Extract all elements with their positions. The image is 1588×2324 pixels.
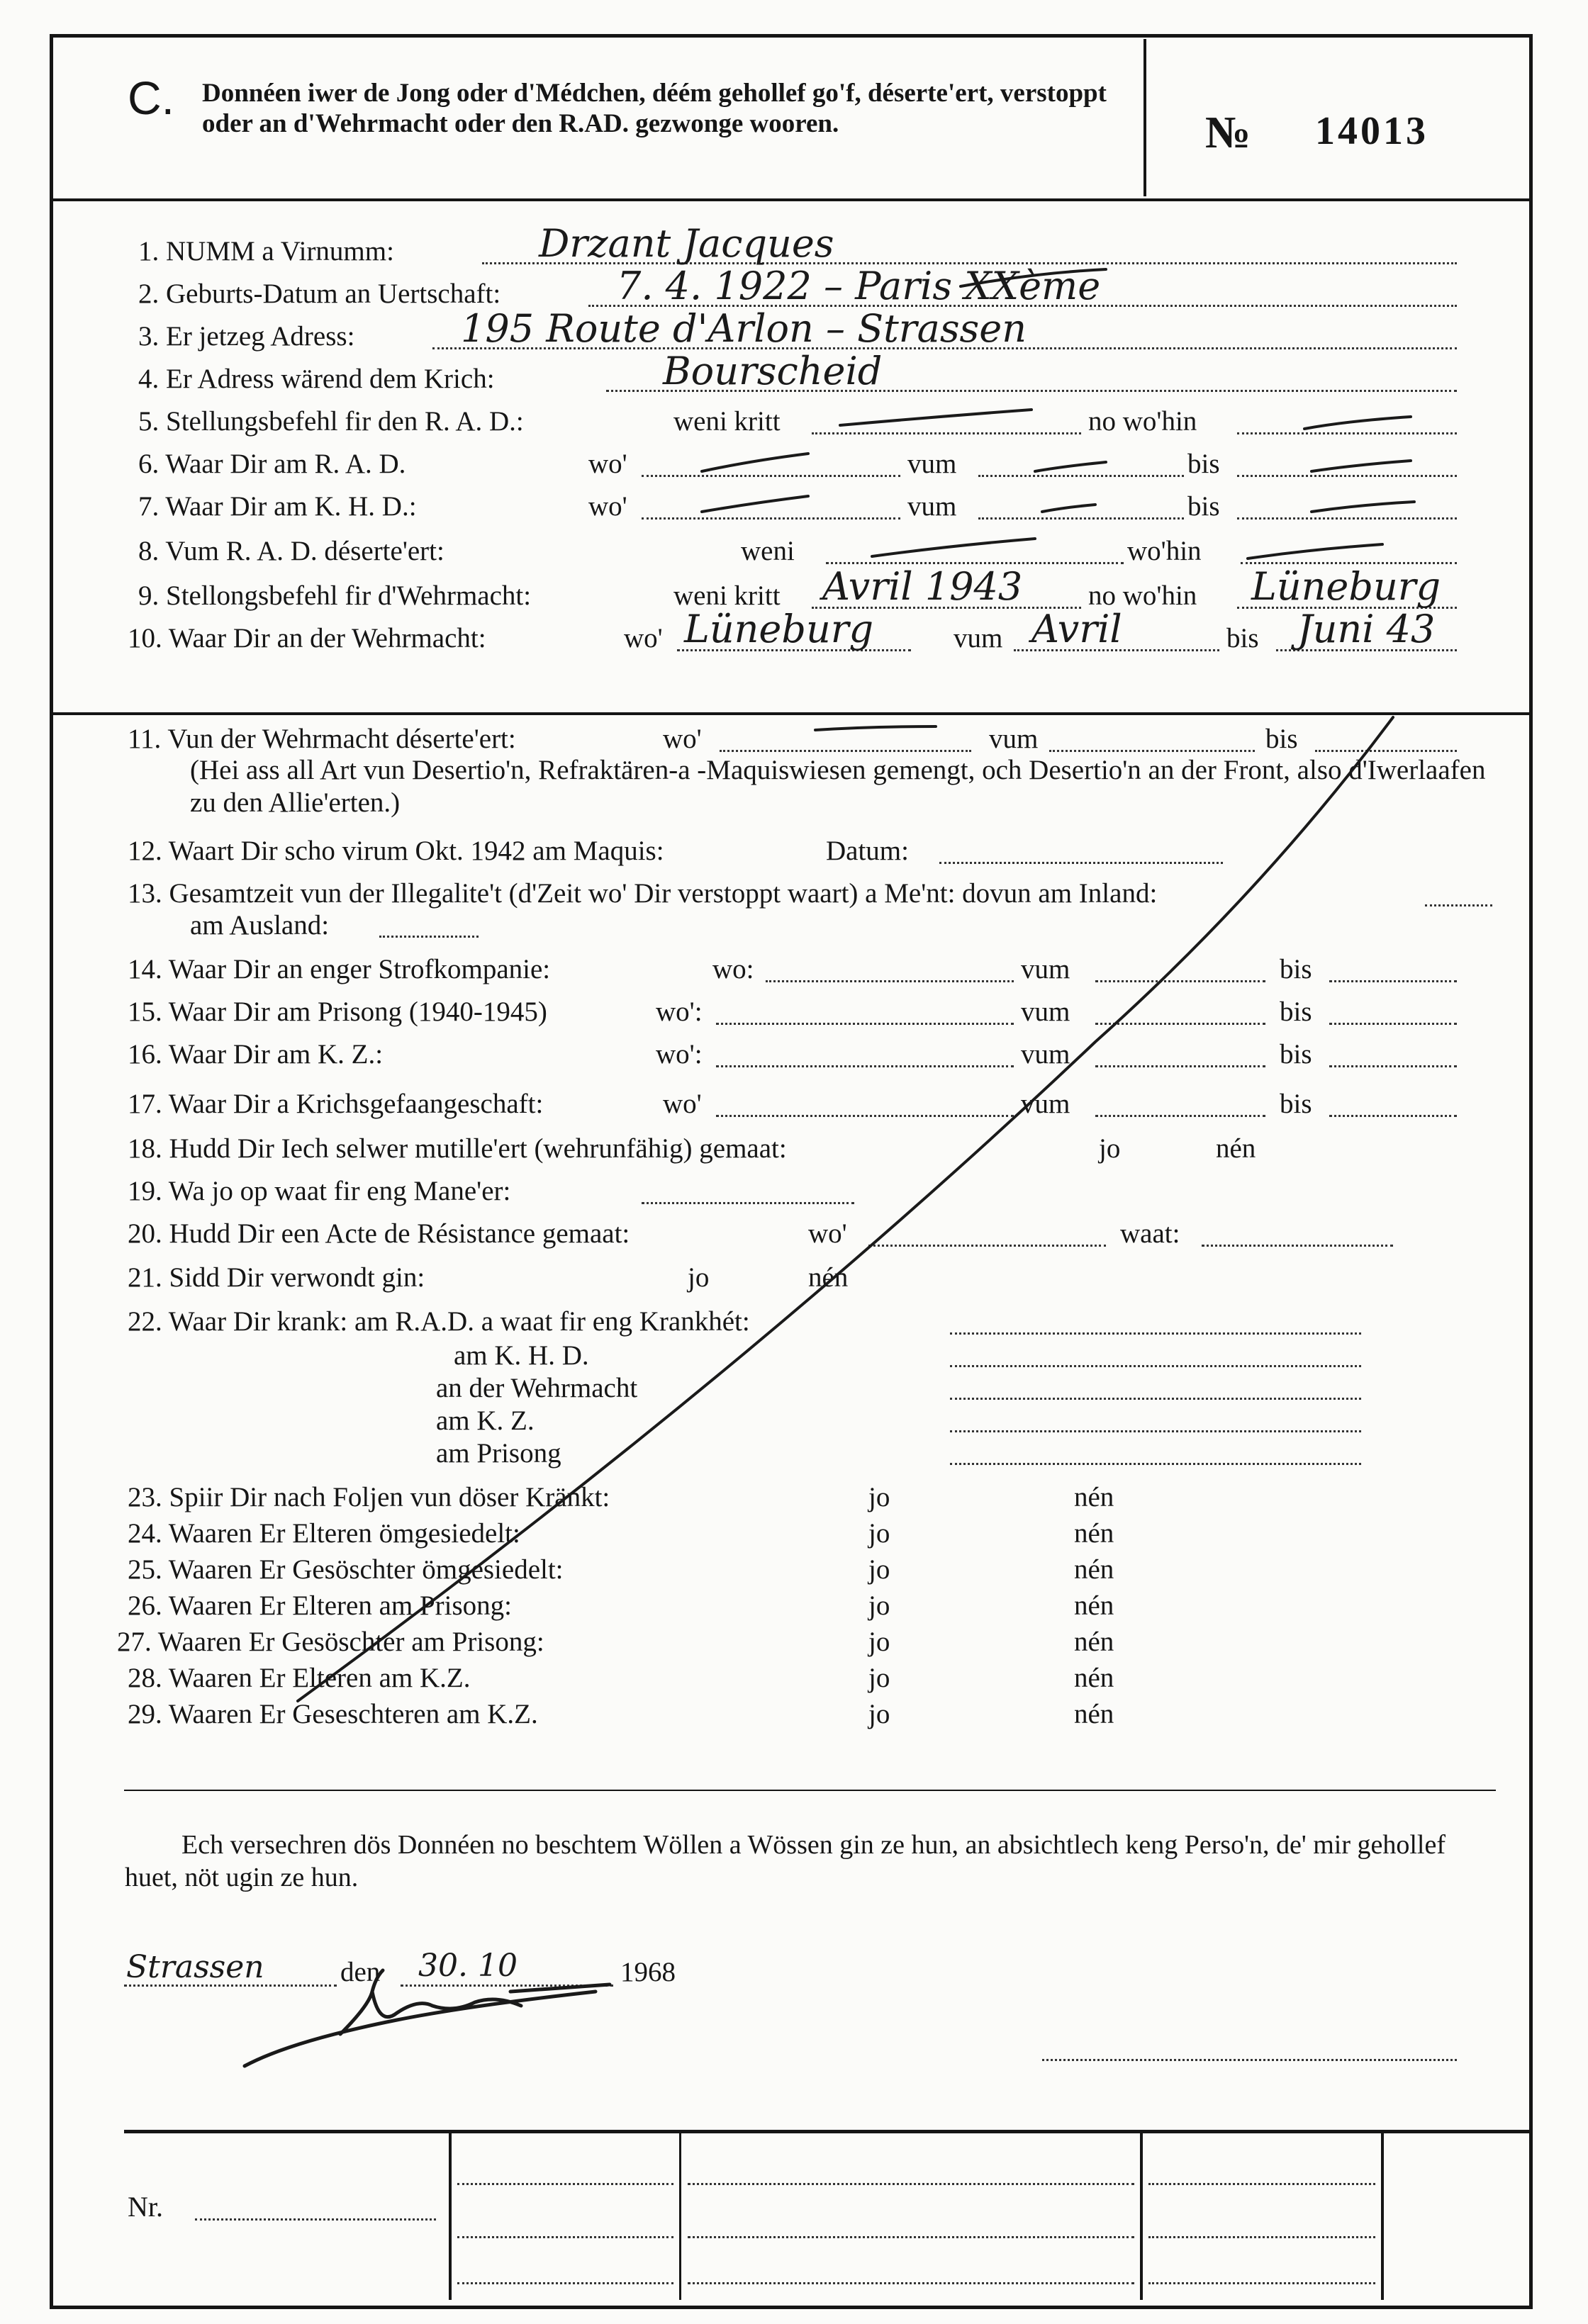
q13-label-ausland: am Ausland:: [190, 910, 330, 941]
year-label: 1968: [620, 1957, 676, 1987]
q20-label-wo: wo': [808, 1218, 847, 1249]
q6-label-wo: wo': [588, 449, 627, 479]
q28-option-jo[interactable]: jo: [868, 1663, 890, 1693]
place-line[interactable]: [124, 1985, 337, 1987]
footer-field-c3[interactable]: [1148, 2282, 1375, 2284]
q6-label-vum: vum: [907, 449, 957, 479]
header-rule: [53, 198, 1529, 201]
q12-label-datum: Datum:: [826, 836, 909, 866]
q7-field-3[interactable]: [1237, 517, 1457, 520]
q14-label-vum: vum: [1021, 954, 1070, 984]
handwritten-birth: 7. 4. 1922 – Paris XXème: [617, 264, 1101, 308]
q11-field-1[interactable]: [720, 750, 971, 752]
question-4: 4. Er Adress wärend dem Krich:: [138, 364, 495, 394]
question-25: 25. Waaren Er Gesöschter ömgesiedelt:: [128, 1554, 564, 1585]
q7-label-vum: vum: [907, 491, 957, 522]
footer-field-b2[interactable]: [688, 2236, 1134, 2238]
q22-field-wehrmacht[interactable]: [950, 1398, 1361, 1400]
date-line[interactable]: [401, 1985, 613, 1987]
q5-field-2[interactable]: [1237, 432, 1457, 434]
number-label: №: [1205, 107, 1251, 157]
q15-label-vum: vum: [1021, 997, 1070, 1027]
q16-field-1[interactable]: [716, 1065, 1014, 1067]
signature-date: 30. 10: [418, 1948, 518, 1984]
q22-sub-prisong: am Prisong: [436, 1438, 561, 1469]
question-14: 14. Waar Dir an enger Strofkompanie:: [128, 954, 551, 984]
question-24: 24. Waaren Er Elteren ömgesiedelt:: [128, 1518, 520, 1549]
q5-label-weni-kritt: weni kritt: [673, 406, 781, 437]
q6-field-2[interactable]: [978, 475, 1184, 477]
q10-label-vum: vum: [954, 623, 1003, 653]
question-15: 15. Waar Dir am Prisong (1940-1945): [128, 997, 547, 1027]
question-6: 6. Waar Dir am R. A. D.: [138, 449, 406, 479]
q14-field-1[interactable]: [766, 980, 1014, 982]
q25-option-nen[interactable]: nén: [1074, 1554, 1114, 1585]
q29-option-jo[interactable]: jo: [868, 1699, 890, 1729]
signature-place: Strassen: [126, 1949, 264, 1985]
footer-rule: [124, 2130, 1531, 2133]
q16-label-bis: bis: [1280, 1039, 1312, 1070]
question-23: 23. Spiir Dir nach Foljen vun döser Kränkt:: [128, 1482, 610, 1512]
q27-option-jo[interactable]: jo: [868, 1627, 890, 1657]
question-20: 20. Hudd Dir een Acte de Résistance gemaat:: [128, 1218, 630, 1249]
q21-option-jo[interactable]: jo: [688, 1262, 710, 1293]
q6-field-3[interactable]: [1237, 475, 1457, 477]
footer-field-a1[interactable]: [457, 2183, 673, 2185]
q16-label-wo: wo':: [656, 1039, 703, 1070]
den-label: den: [340, 1957, 381, 1987]
q16-field-2[interactable]: [1095, 1065, 1265, 1067]
q15-field-1[interactable]: [716, 1023, 1014, 1025]
q15-label-wo: wo':: [656, 997, 703, 1027]
question-27: 27. Waaren Er Gesöschter am Prisong:: [117, 1627, 544, 1657]
footer-field-b1[interactable]: [688, 2183, 1134, 2185]
section-rule-1: [53, 712, 1529, 715]
question-22: 22. Waar Dir krank: am R.A.D. a waat fir eng Krankhét:: [128, 1306, 750, 1337]
q6-field-1[interactable]: [642, 475, 900, 477]
q14-label-bis: bis: [1280, 954, 1312, 984]
q22-field-kz[interactable]: [950, 1430, 1361, 1432]
question-7: 7. Waar Dir am K. H. D.:: [138, 491, 417, 522]
q9-handwritten-place: Lüneburg: [1251, 564, 1441, 609]
form-number: 14013: [1315, 109, 1428, 153]
nr-field[interactable]: [195, 2218, 436, 2221]
footer-field-a3[interactable]: [457, 2282, 673, 2284]
q24-option-jo[interactable]: jo: [868, 1518, 890, 1549]
q26-option-jo[interactable]: jo: [868, 1590, 890, 1621]
question-28: 28. Waaren Er Elteren am K.Z.: [128, 1663, 471, 1693]
q7-field-2[interactable]: [978, 517, 1184, 520]
footer-field-b3[interactable]: [688, 2282, 1134, 2284]
q17-label-wo: wo': [663, 1089, 702, 1119]
q16-field-3[interactable]: [1329, 1065, 1457, 1067]
q12-field[interactable]: [939, 862, 1223, 864]
question-5: 5. Stellungsbefehl fir den R. A. D.:: [138, 406, 524, 437]
q15-label-bis: bis: [1280, 997, 1312, 1027]
q15-field-2[interactable]: [1095, 1023, 1265, 1025]
q22-field-prisong[interactable]: [950, 1463, 1361, 1465]
q11-field-3[interactable]: [1315, 750, 1457, 752]
q14-label-wo: wo:: [712, 954, 754, 984]
q10-label-bis: bis: [1226, 623, 1259, 653]
q6-label-bis: bis: [1187, 449, 1220, 479]
q9-handwritten-date: Avril 1943: [822, 564, 1023, 609]
signature-line-2[interactable]: [1042, 2059, 1457, 2061]
question-29: 29. Waaren Er Geseschteren am K.Z.: [128, 1699, 538, 1729]
footer-col-2: [679, 2130, 681, 2300]
q11-note: (Hei ass all Art vun Desertio'n, Refraktären-a -Maquiswiesen gemengt, och Desertio'n an der Front, also d'Iwerlaafen zu den Allie'erten.): [190, 755, 1486, 818]
question-3: 3. Er jetzeg Adress:: [138, 321, 355, 352]
q9-label-no-wohin: no wo'hin: [1088, 580, 1197, 611]
q28-option-nen[interactable]: nén: [1074, 1663, 1114, 1693]
q11-field-2[interactable]: [1049, 750, 1255, 752]
q11-label-wo: wo': [663, 724, 702, 754]
q20-field-2[interactable]: [1202, 1245, 1393, 1247]
form-heading: Donnéen iwer de Jong oder d'Médchen, déém gehollef go'f, déserte'ert, verstoppt oder an d'Wehrmacht oder den R.AD. gezwonge wooren.: [202, 79, 1107, 138]
q14-field-2[interactable]: [1095, 980, 1265, 982]
q22-sub-wehrmacht: an der Wehrmacht: [436, 1373, 638, 1403]
question-21: 21. Sidd Dir verwondt gin:: [128, 1262, 425, 1293]
q8-label-wohin: wo'hin: [1127, 536, 1202, 566]
question-16: 16. Waar Dir am K. Z.:: [128, 1039, 384, 1070]
footer-col-1: [449, 2130, 452, 2300]
q22-field-rad[interactable]: [950, 1332, 1361, 1335]
footer-col-3: [1140, 2130, 1143, 2300]
q7-field-1[interactable]: [642, 517, 900, 520]
header-divider: [1144, 39, 1146, 196]
question-17: 17. Waar Dir a Krichsgefaangeschaft:: [128, 1089, 544, 1119]
handwritten-address: 195 Route d'Arlon – Strassen: [461, 306, 1027, 351]
question-26: 26. Waaren Er Elteren am Prisong:: [128, 1590, 512, 1621]
q25-option-jo[interactable]: jo: [868, 1554, 890, 1585]
declaration-text: Ech versechren dös Donnéen no beschtem Wöllen a Wössen gin ze hun, an absichtlech keng Perso'n, de' mir gehollef huet, nöt ugin ze hun.: [125, 1830, 1446, 1892]
nr-label: Nr.: [128, 2191, 163, 2223]
q26-option-nen[interactable]: nén: [1074, 1590, 1114, 1621]
question-18: 18. Hudd Dir Iech selwer mutille'ert (wehrunfähig) gemaat:: [128, 1133, 787, 1164]
q20-label-waat: waat:: [1120, 1218, 1180, 1249]
q22-sub-kz: am K. Z.: [436, 1405, 535, 1436]
q13-field-ausland[interactable]: [379, 936, 479, 938]
q29-option-nen[interactable]: nén: [1074, 1699, 1114, 1729]
handwritten-war-address: Bourscheid: [663, 349, 883, 393]
q23-option-jo[interactable]: jo: [868, 1482, 890, 1512]
q23-option-nen[interactable]: nén: [1074, 1482, 1114, 1512]
q27-option-nen[interactable]: nén: [1074, 1627, 1114, 1657]
q16-label-vum: vum: [1021, 1039, 1070, 1070]
footer-field-a2[interactable]: [457, 2236, 673, 2238]
question-12: 12. Waart Dir scho virum Okt. 1942 am Maquis:: [128, 836, 664, 866]
q14-field-3[interactable]: [1329, 980, 1457, 982]
q10-label-wo: wo': [624, 623, 663, 653]
q9-label-weni-kritt: weni kritt: [673, 580, 781, 611]
q7-label-wo: wo': [588, 491, 627, 522]
question-13: 13. Gesamtzeit vun der Illegalite't (d'Zeit wo' Dir verstoppt waart) a Me'nt: dovun am Inland:: [128, 878, 1158, 909]
q11-label-bis: bis: [1265, 724, 1298, 754]
footer-col-4: [1381, 2130, 1384, 2300]
q8-label-weni: weni: [741, 536, 795, 566]
q11-label-vum: vum: [989, 724, 1039, 754]
question-8: 8. Vum R. A. D. déserte'ert:: [138, 536, 444, 566]
q17-field-3[interactable]: [1329, 1115, 1457, 1117]
q17-field-2[interactable]: [1095, 1115, 1265, 1117]
question-10: 10. Waar Dir an der Wehrmacht:: [128, 623, 486, 653]
q10-handwritten-place: Lüneburg: [684, 607, 874, 651]
section-rule-2: [124, 1790, 1496, 1791]
q20-field-1[interactable]: [868, 1245, 1106, 1247]
q24-option-nen[interactable]: nén: [1074, 1518, 1114, 1549]
q17-field-1[interactable]: [716, 1115, 1014, 1117]
q22-field-khd[interactable]: [950, 1365, 1361, 1367]
q18-option-nen[interactable]: nén: [1216, 1133, 1256, 1164]
q19-field[interactable]: [642, 1202, 854, 1204]
q17-label-vum: vum: [1021, 1089, 1070, 1119]
q18-option-jo[interactable]: jo: [1099, 1133, 1121, 1164]
question-9: 9. Stellongsbefehl fir d'Wehrmacht:: [138, 580, 532, 611]
footer-field-c2[interactable]: [1148, 2236, 1375, 2238]
q22-sub-khd: am K. H. D.: [454, 1340, 589, 1371]
question-19: 19. Wa jo op waat fir eng Mane'er:: [128, 1176, 511, 1206]
q5-label-no-wohin: no wo'hin: [1088, 406, 1197, 437]
q10-handwritten-to: Juni 43: [1297, 607, 1436, 651]
q21-option-nen[interactable]: nén: [808, 1262, 849, 1293]
question-2: 2. Geburts-Datum an Uertschaft:: [138, 279, 501, 309]
q15-field-3[interactable]: [1329, 1023, 1457, 1025]
handwritten-name: Drzant Jacques: [539, 221, 834, 266]
question-11: 11. Vun der Wehrmacht déserte'ert:: [128, 724, 516, 754]
q10-handwritten-from: Avril: [1031, 607, 1122, 651]
q13-field-inland[interactable]: [1425, 904, 1492, 906]
question-1: 1. NUMM a Virnumm:: [138, 236, 394, 266]
q5-field-1[interactable]: [812, 432, 1081, 434]
q17-label-bis: bis: [1280, 1089, 1312, 1119]
section-letter: C.: [128, 72, 174, 124]
q7-label-bis: bis: [1187, 491, 1220, 522]
footer-field-c1[interactable]: [1148, 2183, 1375, 2185]
